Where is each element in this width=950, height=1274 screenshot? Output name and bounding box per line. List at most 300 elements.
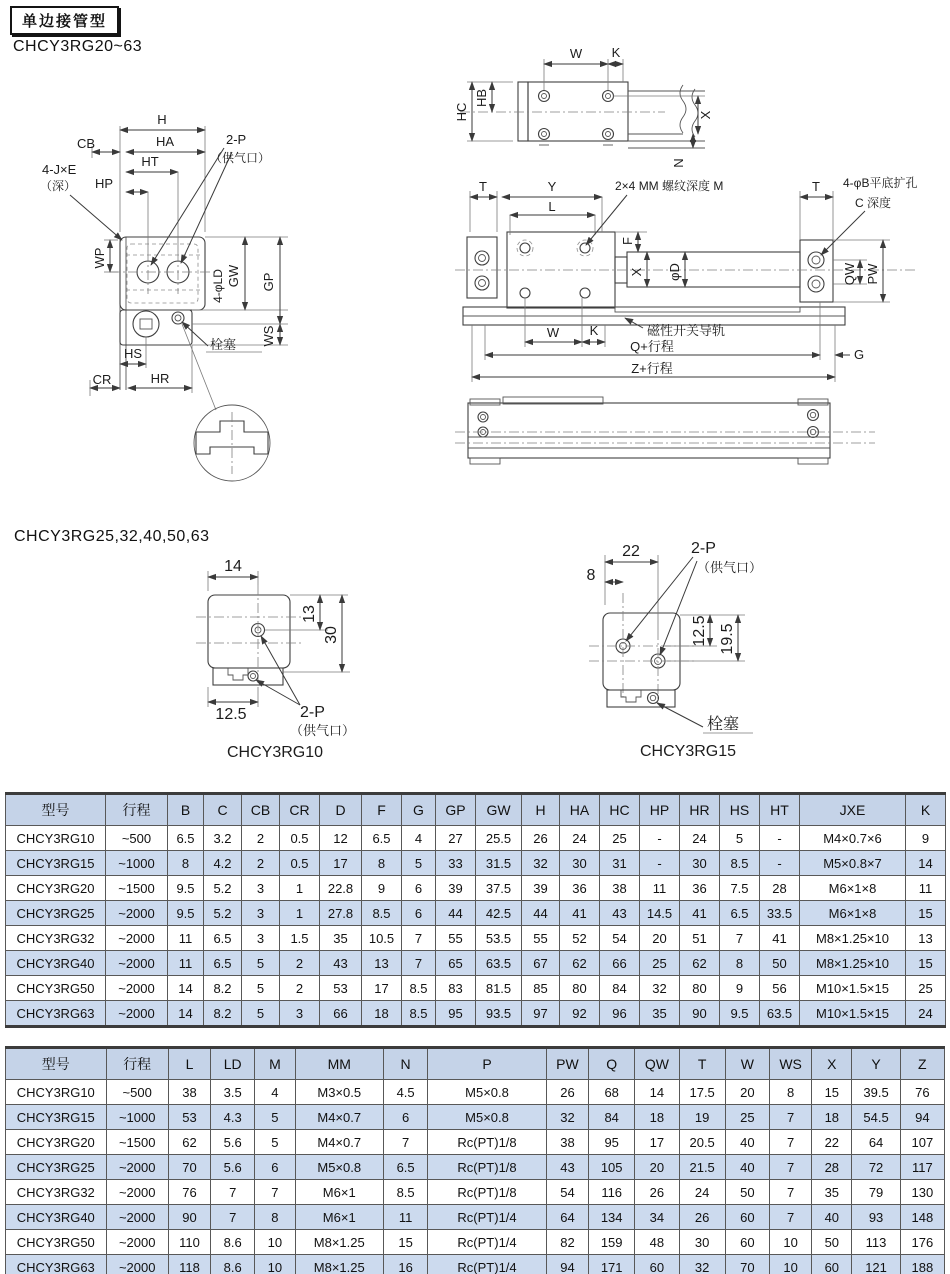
value-cell: 76 xyxy=(168,1180,210,1205)
dim-label-hc: HC xyxy=(454,102,469,122)
value-cell: - xyxy=(760,851,800,876)
value-cell: M4×0.7 xyxy=(295,1130,383,1155)
value-cell: 8 xyxy=(362,851,402,876)
value-cell: 10 xyxy=(770,1255,812,1274)
value-cell: 94 xyxy=(900,1105,944,1130)
page-title-text: 单边接管型 xyxy=(22,13,108,30)
value-cell: 6 xyxy=(383,1105,427,1130)
value-cell: Rc(PT)1/8 xyxy=(428,1180,547,1205)
value-cell: 32 xyxy=(546,1105,588,1130)
value-cell: 22.8 xyxy=(320,876,362,901)
value-cell: 36 xyxy=(560,876,600,901)
value-cell: 8.5 xyxy=(720,851,760,876)
value-cell: 31.5 xyxy=(476,851,522,876)
column-header: 型号 xyxy=(6,1048,107,1080)
value-cell: ~1500 xyxy=(106,876,168,901)
value-cell: 24 xyxy=(560,826,600,851)
diagram-caption: CHCY3RG15 xyxy=(639,743,737,760)
value-cell: 8 xyxy=(770,1080,812,1105)
value-cell: 62 xyxy=(168,1130,210,1155)
column-header: CB xyxy=(242,794,280,826)
value-cell: 25 xyxy=(600,826,640,851)
value-cell: Rc(PT)1/8 xyxy=(428,1155,547,1180)
table-row xyxy=(6,901,946,926)
value-cell: 96 xyxy=(600,1001,640,1027)
value-cell: 17 xyxy=(362,976,402,1001)
table-row xyxy=(6,1230,945,1255)
dim-label-cb: CB xyxy=(76,136,96,151)
table-row xyxy=(6,1155,945,1180)
model-cell: CHCY3RG50 xyxy=(6,1230,107,1255)
value-cell: M10×1.5×15 xyxy=(800,1001,906,1027)
value-cell: 7 xyxy=(211,1180,255,1205)
value-cell: 8.5 xyxy=(402,976,436,1001)
value-cell: 41 xyxy=(680,901,720,926)
value-cell: 32 xyxy=(640,976,680,1001)
drawing-geometry xyxy=(589,593,695,707)
dim-label-22: 22 xyxy=(622,543,640,560)
side-view-diagram xyxy=(455,175,950,475)
value-cell: 9 xyxy=(906,826,946,851)
dim-label-2p: 2-P xyxy=(300,704,325,721)
value-cell: 54 xyxy=(546,1180,588,1205)
label-thread-note: 2×4 MM 螺纹深度 M xyxy=(615,179,724,193)
value-cell: M5×0.8×7 xyxy=(800,851,906,876)
table-row xyxy=(6,876,946,901)
value-cell: 50 xyxy=(812,1230,852,1255)
dimension-table-1 xyxy=(5,792,946,1028)
value-cell: 17.5 xyxy=(679,1080,725,1105)
model-cell: CHCY3RG32 xyxy=(6,1180,107,1205)
dim-label-w: W xyxy=(569,46,583,61)
value-cell: 36 xyxy=(680,876,720,901)
model-cell: CHCY3RG15 xyxy=(6,851,106,876)
value-cell: 70 xyxy=(725,1255,769,1274)
value-cell: 43 xyxy=(600,901,640,926)
value-cell: 130 xyxy=(900,1180,944,1205)
value-cell: 24 xyxy=(906,1001,946,1027)
value-cell: 3 xyxy=(242,901,280,926)
value-cell: 7 xyxy=(770,1205,812,1230)
table-row xyxy=(6,1205,945,1230)
value-cell: 8 xyxy=(168,851,204,876)
value-cell: 5 xyxy=(402,851,436,876)
drawing-geometry xyxy=(196,585,302,685)
value-cell: 14 xyxy=(168,976,204,1001)
value-cell: Rc(PT)1/4 xyxy=(428,1230,547,1255)
table-row xyxy=(6,1180,945,1205)
dim-label-hb: HB xyxy=(474,88,489,108)
model-cell: CHCY3RG20 xyxy=(6,876,106,901)
value-cell: 64 xyxy=(852,1130,900,1155)
value-cell: 6.5 xyxy=(720,901,760,926)
column-header: GP xyxy=(436,794,476,826)
value-cell: 8.2 xyxy=(204,976,242,1001)
column-header: HP xyxy=(640,794,680,826)
column-header: K xyxy=(906,794,946,826)
value-cell: 3.2 xyxy=(204,826,242,851)
value-cell: ~2000 xyxy=(106,1255,168,1274)
value-cell: 107 xyxy=(900,1130,944,1155)
value-cell: 6 xyxy=(402,901,436,926)
dim-label-gw: GW xyxy=(226,264,241,288)
value-cell: 26 xyxy=(679,1205,725,1230)
value-cell: 8.6 xyxy=(211,1230,255,1255)
column-header: F xyxy=(362,794,402,826)
value-cell: 39 xyxy=(522,876,560,901)
value-cell: 11 xyxy=(168,951,204,976)
value-cell: 13 xyxy=(362,951,402,976)
value-cell: 4 xyxy=(255,1080,295,1105)
value-cell: 83 xyxy=(436,976,476,1001)
value-cell: M6×1 xyxy=(295,1180,383,1205)
model-cell: CHCY3RG10 xyxy=(6,1080,107,1105)
value-cell: 94 xyxy=(546,1255,588,1274)
value-cell: 17 xyxy=(320,851,362,876)
value-cell: 34 xyxy=(635,1205,679,1230)
value-cell: 38 xyxy=(168,1080,210,1105)
value-cell: M3×0.5 xyxy=(295,1080,383,1105)
value-cell: 3 xyxy=(242,926,280,951)
value-cell: 7 xyxy=(383,1130,427,1155)
value-cell: 16 xyxy=(383,1255,427,1274)
value-cell: 97 xyxy=(522,1001,560,1027)
model-cell: CHCY3RG50 xyxy=(6,976,106,1001)
value-cell: 9.5 xyxy=(720,1001,760,1027)
value-cell: 2 xyxy=(242,851,280,876)
value-cell: 5 xyxy=(242,976,280,1001)
dim-label-w2: W xyxy=(546,325,560,340)
dim-label-qw: QW xyxy=(842,262,857,286)
value-cell: 27 xyxy=(436,826,476,851)
value-cell: 38 xyxy=(600,876,640,901)
column-header: N xyxy=(383,1048,427,1080)
value-cell: 11 xyxy=(168,926,204,951)
value-cell: 40 xyxy=(725,1130,769,1155)
value-cell: 19 xyxy=(679,1105,725,1130)
value-cell: 85 xyxy=(522,976,560,1001)
value-cell: 7 xyxy=(211,1205,255,1230)
column-header: C xyxy=(204,794,242,826)
value-cell: 60 xyxy=(812,1255,852,1274)
value-cell: 40 xyxy=(725,1155,769,1180)
value-cell: 2 xyxy=(280,976,320,1001)
value-cell: 38 xyxy=(546,1130,588,1155)
value-cell: 41 xyxy=(560,901,600,926)
model-range-title: CHCY3RG20~63 xyxy=(13,38,143,55)
value-cell: 18 xyxy=(812,1105,852,1130)
dim-label-cr: CR xyxy=(92,372,112,387)
column-header: 行程 xyxy=(106,794,168,826)
value-cell: ~1000 xyxy=(106,1105,168,1130)
value-cell: 60 xyxy=(635,1255,679,1274)
model-cell: CHCY3RG32 xyxy=(6,926,106,951)
column-header: T xyxy=(679,1048,725,1080)
column-header: Y xyxy=(852,1048,900,1080)
dim-label-ws: WS xyxy=(261,325,276,347)
value-cell: 80 xyxy=(560,976,600,1001)
value-cell: 148 xyxy=(900,1205,944,1230)
value-cell: 62 xyxy=(680,951,720,976)
column-header: G xyxy=(402,794,436,826)
value-cell: 63.5 xyxy=(476,951,522,976)
value-cell: 22 xyxy=(812,1130,852,1155)
value-cell: 63.5 xyxy=(760,1001,800,1027)
value-cell: Rc(PT)1/8 xyxy=(428,1130,547,1155)
value-cell: 5 xyxy=(242,1001,280,1027)
column-header: D xyxy=(320,794,362,826)
value-cell: 7.5 xyxy=(720,876,760,901)
value-cell: 18 xyxy=(635,1105,679,1130)
value-cell: 37.5 xyxy=(476,876,522,901)
value-cell: 51 xyxy=(680,926,720,951)
value-cell: 8.6 xyxy=(211,1255,255,1274)
value-cell: 40 xyxy=(812,1205,852,1230)
value-cell: 56 xyxy=(760,976,800,1001)
label-plug: 栓塞 xyxy=(210,337,237,352)
value-cell: 52 xyxy=(560,926,600,951)
value-cell: 70 xyxy=(168,1155,210,1180)
dim-label-2p-port: （供气口） xyxy=(210,151,271,165)
value-cell: ~2000 xyxy=(106,1230,168,1255)
value-cell: 8.5 xyxy=(383,1180,427,1205)
value-cell: 30 xyxy=(560,851,600,876)
value-cell: 188 xyxy=(900,1255,944,1274)
dim-label-hr: HR xyxy=(150,371,170,386)
value-cell: 116 xyxy=(589,1180,635,1205)
value-cell: 53.5 xyxy=(476,926,522,951)
value-cell: 25 xyxy=(640,951,680,976)
value-cell: 90 xyxy=(680,1001,720,1027)
value-cell: 5 xyxy=(255,1105,295,1130)
value-cell: M5×0.8 xyxy=(428,1080,547,1105)
drawing-geometry xyxy=(460,82,705,148)
dimension-lines xyxy=(467,59,705,148)
model-cell: CHCY3RG10 xyxy=(6,826,106,851)
column-header: 型号 xyxy=(6,794,106,826)
value-cell: 20 xyxy=(725,1080,769,1105)
page-title xyxy=(10,6,119,35)
value-cell: Rc(PT)1/4 xyxy=(428,1255,547,1274)
value-cell: 14 xyxy=(906,851,946,876)
value-cell: 5 xyxy=(255,1130,295,1155)
value-cell: 11 xyxy=(383,1205,427,1230)
value-cell: 33 xyxy=(436,851,476,876)
value-cell: 6.5 xyxy=(168,826,204,851)
dim-label-pw: PW xyxy=(865,263,880,285)
table-row xyxy=(6,1255,945,1274)
value-cell: 81.5 xyxy=(476,976,522,1001)
value-cell: M10×1.5×15 xyxy=(800,976,906,1001)
model-cell: CHCY3RG15 xyxy=(6,1105,107,1130)
value-cell: M6×1 xyxy=(295,1205,383,1230)
value-cell: M8×1.25 xyxy=(295,1230,383,1255)
model-cell: CHCY3RG40 xyxy=(6,1205,107,1230)
dim-label-hs: HS xyxy=(123,346,143,361)
value-cell: 84 xyxy=(589,1105,635,1130)
value-cell: 11 xyxy=(640,876,680,901)
value-cell: 26 xyxy=(635,1180,679,1205)
value-cell: 176 xyxy=(900,1230,944,1255)
dim-label-y: Y xyxy=(547,179,557,194)
value-cell: 4 xyxy=(402,826,436,851)
dim-label-wp: WP xyxy=(92,247,107,269)
value-cell: 90 xyxy=(168,1205,210,1230)
dim-label-hp: HP xyxy=(94,176,114,191)
value-cell: 7 xyxy=(770,1155,812,1180)
value-cell: 10.5 xyxy=(362,926,402,951)
value-cell: 35 xyxy=(640,1001,680,1027)
value-cell: ~1000 xyxy=(106,851,168,876)
value-cell: 9.5 xyxy=(168,901,204,926)
column-header: QW xyxy=(635,1048,679,1080)
dim-label-gp: GP xyxy=(261,272,276,292)
table-row xyxy=(6,976,946,1001)
value-cell: 5 xyxy=(720,826,760,851)
dim-label-19-5: 19.5 xyxy=(719,623,736,655)
value-cell: 62 xyxy=(560,951,600,976)
value-cell: 7 xyxy=(770,1180,812,1205)
value-cell: 6 xyxy=(255,1155,295,1180)
value-cell: ~2000 xyxy=(106,1155,168,1180)
value-cell: M5×0.8 xyxy=(428,1105,547,1130)
value-cell: 8.5 xyxy=(402,1001,436,1027)
value-cell: 30 xyxy=(680,851,720,876)
value-cell: 1 xyxy=(280,901,320,926)
value-cell: 5.6 xyxy=(211,1155,255,1180)
front-view-diagram xyxy=(30,100,450,505)
column-header: HR xyxy=(680,794,720,826)
value-cell: 10 xyxy=(770,1230,812,1255)
column-header: PW xyxy=(546,1048,588,1080)
value-cell: 15 xyxy=(906,951,946,976)
value-cell: ~1500 xyxy=(106,1130,168,1155)
value-cell: 14 xyxy=(635,1080,679,1105)
value-cell: M8×1.25×10 xyxy=(800,926,906,951)
table-row xyxy=(6,1130,945,1155)
diagram-caption: CHCY3RG10 xyxy=(226,744,324,761)
value-cell: 53 xyxy=(168,1105,210,1130)
value-cell: 53 xyxy=(320,976,362,1001)
value-cell: M8×1.25×10 xyxy=(800,951,906,976)
value-cell: 8.2 xyxy=(204,1001,242,1027)
value-cell: 15 xyxy=(383,1230,427,1255)
value-cell: 2 xyxy=(242,826,280,851)
model-cell: CHCY3RG25 xyxy=(6,1155,107,1180)
value-cell: 67 xyxy=(522,951,560,976)
value-cell: 95 xyxy=(436,1001,476,1027)
model-cell: CHCY3RG25 xyxy=(6,901,106,926)
dim-label-4jxe-depth: （深） xyxy=(40,179,77,193)
value-cell: 9.5 xyxy=(168,876,204,901)
value-cell: 7 xyxy=(402,951,436,976)
column-header: HA xyxy=(560,794,600,826)
table-row xyxy=(6,1080,945,1105)
value-cell: 25.5 xyxy=(476,826,522,851)
value-cell: 113 xyxy=(852,1230,900,1255)
value-cell: 65 xyxy=(436,951,476,976)
model-cell: CHCY3RG20 xyxy=(6,1130,107,1155)
label-plug: 栓塞 xyxy=(707,716,740,733)
table-row xyxy=(6,951,946,976)
value-cell: - xyxy=(640,851,680,876)
value-cell: ~2000 xyxy=(106,1205,168,1230)
column-header: Q xyxy=(589,1048,635,1080)
column-header: CR xyxy=(280,794,320,826)
dim-label-14: 14 xyxy=(224,558,242,575)
value-cell: 66 xyxy=(320,1001,362,1027)
value-cell: 8 xyxy=(720,951,760,976)
value-cell: 8.5 xyxy=(362,901,402,926)
dim-label-12-5: 12.5 xyxy=(215,706,247,723)
value-cell: 1.5 xyxy=(280,926,320,951)
value-cell: 64 xyxy=(546,1205,588,1230)
value-cell: 60 xyxy=(725,1230,769,1255)
column-header: MM xyxy=(295,1048,383,1080)
value-cell: 28 xyxy=(760,876,800,901)
value-cell: 4.2 xyxy=(204,851,242,876)
value-cell: 20 xyxy=(635,1155,679,1180)
value-cell: 8 xyxy=(255,1205,295,1230)
value-cell: 66 xyxy=(600,951,640,976)
value-cell: 84 xyxy=(600,976,640,1001)
value-cell: 2 xyxy=(280,951,320,976)
dim-label-2p: 2-P xyxy=(226,132,247,147)
value-cell: 13 xyxy=(906,926,946,951)
value-cell: 1 xyxy=(280,876,320,901)
dim-label-x: X xyxy=(698,110,713,120)
model-cell: CHCY3RG63 xyxy=(6,1255,107,1274)
value-cell: - xyxy=(760,826,800,851)
dim-label-30: 30 xyxy=(323,626,340,644)
value-cell: 21.5 xyxy=(679,1155,725,1180)
column-header: H xyxy=(522,794,560,826)
value-cell: 7 xyxy=(255,1180,295,1205)
value-cell: 60 xyxy=(725,1205,769,1230)
value-cell: 28 xyxy=(812,1155,852,1180)
value-cell: 7 xyxy=(402,926,436,951)
value-cell: M6×1×8 xyxy=(800,901,906,926)
dim-label-ha: HA xyxy=(155,134,175,149)
column-header: HS xyxy=(720,794,760,826)
value-cell: 80 xyxy=(680,976,720,1001)
value-cell: ~2000 xyxy=(106,951,168,976)
dim-label-12-5: 12.5 xyxy=(691,615,708,647)
table-row xyxy=(6,1001,946,1027)
value-cell: 72 xyxy=(852,1155,900,1180)
value-cell: 95 xyxy=(589,1130,635,1155)
value-cell: 68 xyxy=(589,1080,635,1105)
value-cell: 18 xyxy=(362,1001,402,1027)
model-cell: CHCY3RG63 xyxy=(6,1001,106,1027)
value-cell: 41 xyxy=(760,926,800,951)
column-header: X xyxy=(812,1048,852,1080)
column-header: L xyxy=(168,1048,210,1080)
value-cell: ~2000 xyxy=(106,1001,168,1027)
value-cell: 17 xyxy=(635,1130,679,1155)
label-counterbore: 4-φB平底扩孔 xyxy=(843,176,918,190)
value-cell: 7 xyxy=(770,1130,812,1155)
value-cell: 35 xyxy=(812,1180,852,1205)
value-cell: 43 xyxy=(546,1155,588,1180)
value-cell: 159 xyxy=(589,1230,635,1255)
value-cell: 30 xyxy=(679,1230,725,1255)
value-cell: 20 xyxy=(640,926,680,951)
value-cell: 11 xyxy=(906,876,946,901)
column-header: GW xyxy=(476,794,522,826)
value-cell: 7 xyxy=(770,1105,812,1130)
value-cell: 76 xyxy=(900,1080,944,1105)
